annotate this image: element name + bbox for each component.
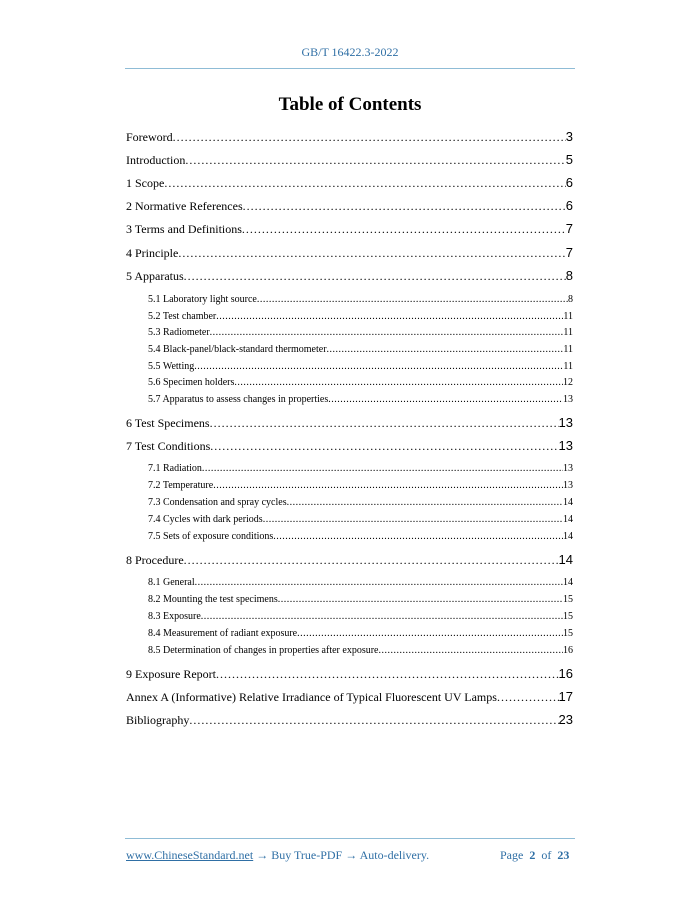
toc-subentry[interactable] <box>148 478 573 493</box>
toc-leader-dots <box>189 711 558 729</box>
toc-leader-dots <box>242 220 566 238</box>
toc-entry-label: 8.2 Mounting the test specimens <box>148 594 278 605</box>
page-total: 23 <box>557 848 570 862</box>
toc-entry[interactable] <box>126 174 573 192</box>
toc-entry-page: 3 <box>565 129 573 144</box>
page-word: Page <box>500 848 524 862</box>
toc-leader-dots <box>263 512 563 527</box>
toc-entry-label: 7 Test Conditions <box>126 439 211 453</box>
toc-leader-dots <box>194 359 563 374</box>
toc-entry[interactable] <box>126 711 573 729</box>
toc-entry-page: 8 <box>565 268 573 283</box>
toc-subentry[interactable] <box>148 292 573 307</box>
toc-subentry[interactable] <box>148 626 573 641</box>
toc-leader-dots <box>201 609 563 624</box>
toc-entry-page: 12 <box>563 377 573 388</box>
toc-leader-dots <box>216 665 559 683</box>
toc-leader-dots <box>273 529 563 544</box>
toc-entry-label: 1 Scope <box>126 176 165 190</box>
toc-subentry[interactable] <box>148 325 573 340</box>
toc-leader-dots <box>328 392 563 407</box>
toc-leader-dots <box>497 688 559 706</box>
toc-entry-page: 13 <box>558 415 573 430</box>
toc-subentry[interactable] <box>148 575 573 590</box>
toc-entry-label: 5.7 Apparatus to assess changes in properties <box>148 394 329 405</box>
toc-entry-page: 13 <box>563 394 573 405</box>
toc-leader-dots <box>257 292 568 307</box>
toc-entry-label: 5 Apparatus <box>126 269 184 283</box>
toc-entry-page: 15 <box>563 628 573 639</box>
toc-entry-label: 5.6 Specimen holders <box>148 377 235 388</box>
toc-entry-label: 8.4 Measurement of radiant exposure <box>148 628 298 639</box>
toc-subentry[interactable] <box>148 309 573 324</box>
footer-site-link[interactable]: www.ChineseStandard.net <box>126 848 254 862</box>
toc-leader-dots <box>210 437 558 455</box>
toc-entry-label: Annex A (Informative) Relative Irradiance of Typical Fluorescent UV Lamps <box>126 690 497 704</box>
toc-leader-dots <box>185 151 565 169</box>
toc-subentry[interactable] <box>148 375 573 390</box>
page-title: Table of Contents <box>278 94 422 115</box>
toc-entry-page: 11 <box>563 311 573 322</box>
toc-entry-label: 9 Exposure Report <box>126 667 216 681</box>
toc-entry[interactable] <box>126 414 573 432</box>
header-divider <box>125 68 575 69</box>
footer-promo <box>126 848 429 863</box>
toc-entry[interactable] <box>126 437 573 455</box>
toc-subentry[interactable] <box>148 359 573 374</box>
toc-entry-label: 5.3 Radiometer <box>148 327 210 338</box>
toc-entry-page: 15 <box>563 611 573 622</box>
toc-entry-page: 16 <box>558 666 573 681</box>
toc-subentry[interactable] <box>148 342 573 357</box>
toc-entry-page: 14 <box>558 552 573 567</box>
toc-entry-label: 7.4 Cycles with dark periods <box>148 514 263 525</box>
footer-divider <box>125 838 575 839</box>
toc-subentry[interactable] <box>148 392 573 407</box>
toc-entry-page: 14 <box>563 514 573 525</box>
toc-entry[interactable] <box>126 688 573 706</box>
toc-leader-dots <box>210 325 564 340</box>
toc-leader-dots <box>213 478 563 493</box>
toc-entry-page: 6 <box>565 175 573 190</box>
toc-entry-label: 4 Principle <box>126 246 179 260</box>
toc-subentry[interactable] <box>148 461 573 476</box>
toc-entry-page: 14 <box>563 577 573 588</box>
toc-entry-label: 8.3 Exposure <box>148 611 201 622</box>
toc-entry[interactable] <box>126 551 573 569</box>
toc-entry-page: 8 <box>568 294 573 305</box>
toc-entry-label: Foreword <box>126 130 173 144</box>
toc-leader-dots <box>184 267 566 285</box>
toc-leader-dots <box>234 375 563 390</box>
toc-leader-dots <box>287 495 563 510</box>
toc-entry-page: 6 <box>565 198 573 213</box>
toc-entry-label: Introduction <box>126 153 186 167</box>
toc-entry-label: 6 Test Specimens <box>126 416 210 430</box>
toc-entry-page: 7 <box>565 245 573 260</box>
toc-entry-page: 13 <box>563 463 573 474</box>
toc-entry-page: 7 <box>565 221 573 236</box>
toc-subentry[interactable] <box>148 495 573 510</box>
toc-leader-dots <box>184 551 559 569</box>
toc-leader-dots <box>164 174 565 192</box>
toc-entry-label: 8.5 Determination of changes in properties after exposure <box>148 645 379 656</box>
toc-leader-dots <box>216 309 563 324</box>
toc-entry-label: 7.1 Radiation <box>148 463 202 474</box>
toc-leader-dots <box>378 643 563 658</box>
toc-leader-dots <box>297 626 563 641</box>
page-current: 2 <box>529 848 536 862</box>
toc-entry[interactable] <box>126 244 573 262</box>
footer-promo-text: → Buy True-PDF → Auto-delivery. <box>253 848 430 862</box>
toc-entry-label: 8 Procedure <box>126 553 184 567</box>
toc-leader-dots <box>278 592 563 607</box>
toc-entry-page: 11 <box>563 327 573 338</box>
toc-entry[interactable] <box>126 128 573 146</box>
toc-leader-dots <box>243 197 566 215</box>
toc-entry-page: 13 <box>563 480 573 491</box>
toc-entry[interactable] <box>126 267 573 285</box>
toc-subentry[interactable] <box>148 512 573 527</box>
toc-entry[interactable] <box>126 197 573 215</box>
toc-entry[interactable] <box>126 220 573 238</box>
toc-entry-label: 5.4 Black-panel/black-standard thermometer <box>148 344 327 355</box>
toc-subentry[interactable] <box>148 643 573 658</box>
toc-leader-dots <box>327 342 564 357</box>
toc-entry-page: 13 <box>558 438 573 453</box>
toc-subentry[interactable] <box>148 592 573 607</box>
toc-entry-page: 16 <box>563 645 573 656</box>
toc-entry-label: 5.1 Laboratory light source <box>148 294 257 305</box>
toc-leader-dots <box>178 244 565 262</box>
toc-entry-label: 2 Normative References <box>126 199 243 213</box>
toc-entry-page: 11 <box>563 344 573 355</box>
toc-leader-dots <box>173 128 566 146</box>
toc-entry-label: 7.5 Sets of exposure conditions <box>148 531 274 542</box>
toc-entry-label: Bibliography <box>126 713 190 727</box>
toc-entry-page: 11 <box>563 361 573 372</box>
toc-entry-label: 5.5 Wetting <box>148 361 195 372</box>
toc-leader-dots <box>202 461 563 476</box>
toc-subentry[interactable] <box>148 529 573 544</box>
toc-leader-dots <box>210 414 559 432</box>
toc-entry-page: 15 <box>563 594 573 605</box>
toc-entry-page: 5 <box>565 152 573 167</box>
toc-entry-label: 8.1 General <box>148 577 195 588</box>
toc-entry-label: 7.3 Condensation and spray cycles <box>148 497 287 508</box>
page-of: of <box>541 848 552 862</box>
toc-entry-page: 14 <box>563 497 573 508</box>
toc-entry-label: 3 Terms and Definitions <box>126 222 242 236</box>
toc-subentry[interactable] <box>148 609 573 624</box>
toc-entry-label: 5.2 Test chamber <box>148 311 217 322</box>
toc-entry[interactable] <box>126 151 573 169</box>
toc-entry-page: 23 <box>558 712 573 727</box>
toc-entry-page: 17 <box>558 689 573 704</box>
toc-entry-label: 7.2 Temperature <box>148 480 214 491</box>
document-header: GB/T 16422.3-2022 <box>301 45 399 59</box>
toc-leader-dots <box>195 575 563 590</box>
page-indicator <box>500 848 569 863</box>
toc-entry-page: 14 <box>563 531 573 542</box>
toc-entry[interactable] <box>126 665 573 683</box>
